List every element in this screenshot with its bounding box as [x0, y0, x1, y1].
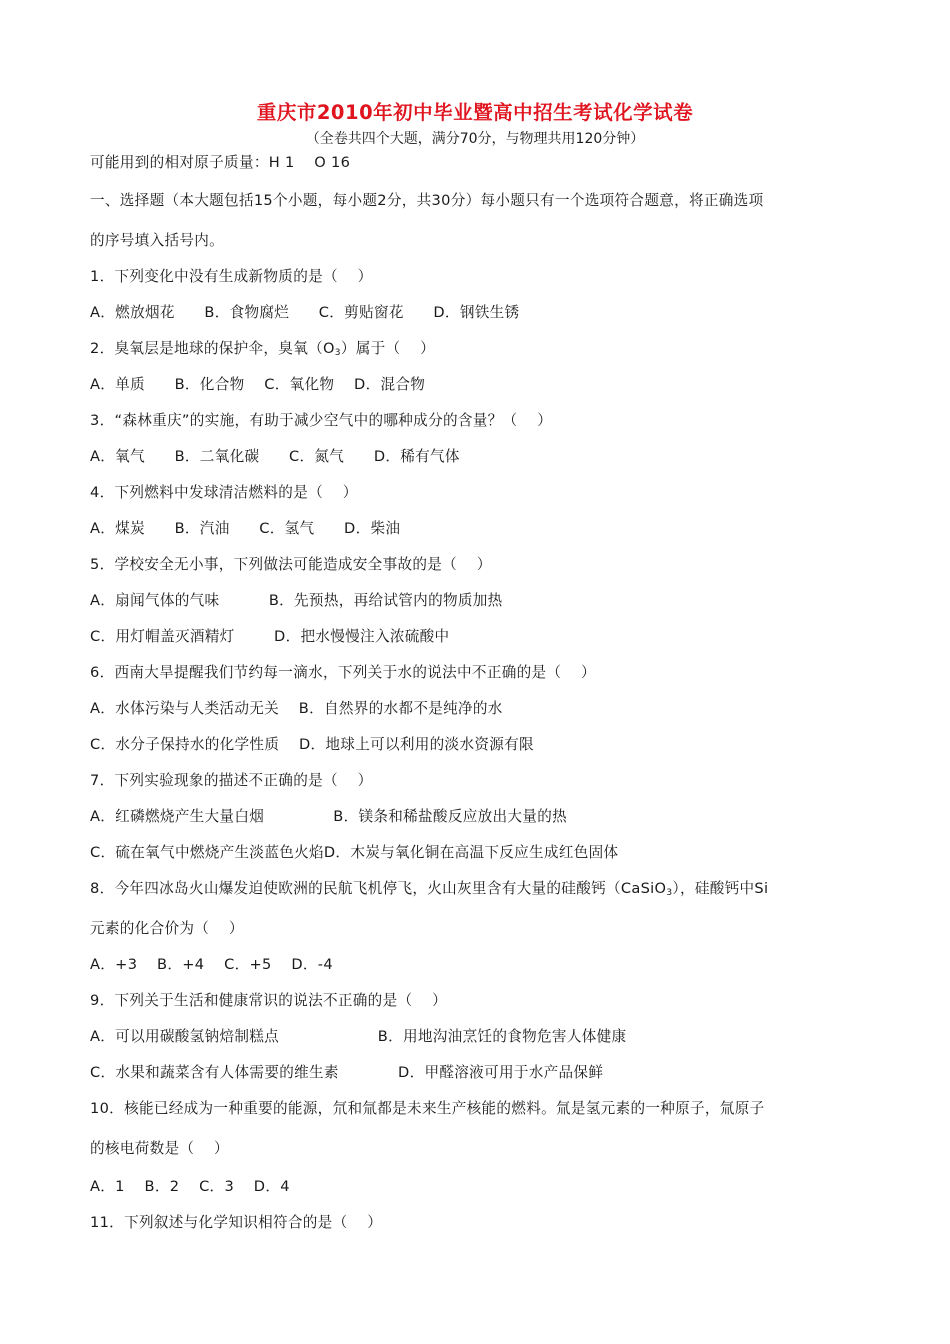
q5-options-ab: A．扇闻气体的气味 B．先预热，再给试管内的物质加热: [90, 592, 503, 609]
q5-stem: 5．学校安全无小事，下列做法可能造成安全事故的是（ ）: [90, 556, 492, 573]
q2-stem-after: ）属于（ ）: [340, 340, 436, 357]
q8-stem-subscript: 3: [666, 888, 673, 898]
q8-stem-after: ），硅酸钙中Si: [672, 880, 769, 897]
q7-options-ab: A．红磷燃烧产生大量白烟 B．镁条和稀盐酸反应放出大量的热: [90, 808, 567, 825]
q2-options: A．单质 B．化合物 C．氧化物 D．混合物: [90, 376, 426, 393]
q9-options-cd: C．水果和蔬菜含有人体需要的维生素 D．甲醛溶液可用于水产品保鲜: [90, 1064, 604, 1081]
q2-stem-before: 2．臭氧层是地球的保护伞，臭氧（O: [90, 340, 335, 357]
exam-title: 重庆市2010年初中毕业暨高中招生考试化学试卷: [256, 101, 694, 124]
q7-stem: 7．下列实验现象的描述不正确的是（ ）: [90, 772, 373, 789]
q3-stem: 3．“森林重庆”的实施，有助于减少空气中的哪种成分的含量？（ ）: [90, 412, 553, 429]
q6-options-cd: C．水分子保持水的化学性质 D．地球上可以利用的淡水资源有限: [90, 736, 534, 753]
q8-options: A．+3 B．+4 C．+5 D．-4: [90, 956, 333, 973]
atomic-masses: 可能用到的相对原子质量：H 1 O 16: [90, 154, 351, 171]
q9-stem: 9．下列关于生活和健康常识的说法不正确的是（ ）: [90, 992, 448, 1009]
q6-stem: 6．西南大旱提醒我们节约每一滴水，下列关于水的说法中不正确的是（ ）: [90, 664, 596, 681]
q11-stem: 11．下列叙述与化学知识相符合的是（ ）: [90, 1214, 383, 1231]
q9-options-ab: A．可以用碳酸氢钠焙制糕点 B．用地沟油烹饪的食物危害人体健康: [90, 1028, 627, 1045]
q8-stem-before: 8．今年四冰岛火山爆发迫使欧洲的民航飞机停飞，火山灰里含有大量的硅酸钙（CaSiO: [90, 880, 667, 897]
q5-options-cd: C．用灯帽盖灭酒精灯 D．把水慢慢注入浓硫酸中: [90, 628, 450, 645]
q2-stem-subscript: 3: [334, 348, 341, 358]
q8-stem: [90, 877, 768, 898]
q10-stem-line2: 的核电荷数是（ ）: [90, 1140, 229, 1157]
section1-heading-line1: 一、选择题（本大题包括15个小题，每小题2分，共30分）每小题只有一个选项符合题意，将正确选项: [90, 192, 764, 209]
q10-stem-line1: 10．核能已经成为一种重要的能源，氘和氚都是未来生产核能的燃料。氚是氢元素的一种原子，氚原子: [90, 1100, 765, 1117]
q2-stem: [90, 337, 435, 358]
exam-subtitle: （全卷共四个大题，满分70分，与物理共用120分钟）: [305, 131, 645, 147]
q4-options: A．煤炭 B．汽油 C．氢气 D．柴油: [90, 520, 401, 537]
q6-options-ab: A．水体污染与人类活动无关 B．自然界的水都不是纯净的水: [90, 700, 503, 717]
section1-heading-line2: 的序号填入括号内。: [90, 232, 225, 249]
q4-stem: 4．下列燃料中发球清洁燃料的是（ ）: [90, 484, 358, 501]
q8-stem-line2: 元素的化合价为（ ）: [90, 920, 244, 937]
q7-options-cd: C．硫在氧气中燃烧产生淡蓝色火焰D．木炭与氧化铜在高温下反应生成红色固体: [90, 844, 619, 861]
q3-options: A．氧气 B．二氧化碳 C．氮气 D．稀有气体: [90, 448, 460, 465]
q1-stem: 1．下列变化中没有生成新物质的是（ ）: [90, 268, 373, 285]
q10-options: A．1 B．2 C．3 D．4: [90, 1178, 290, 1195]
q1-options: A．燃放烟花 B．食物腐烂 C．剪贴窗花 D．钢铁生锈: [90, 304, 520, 321]
